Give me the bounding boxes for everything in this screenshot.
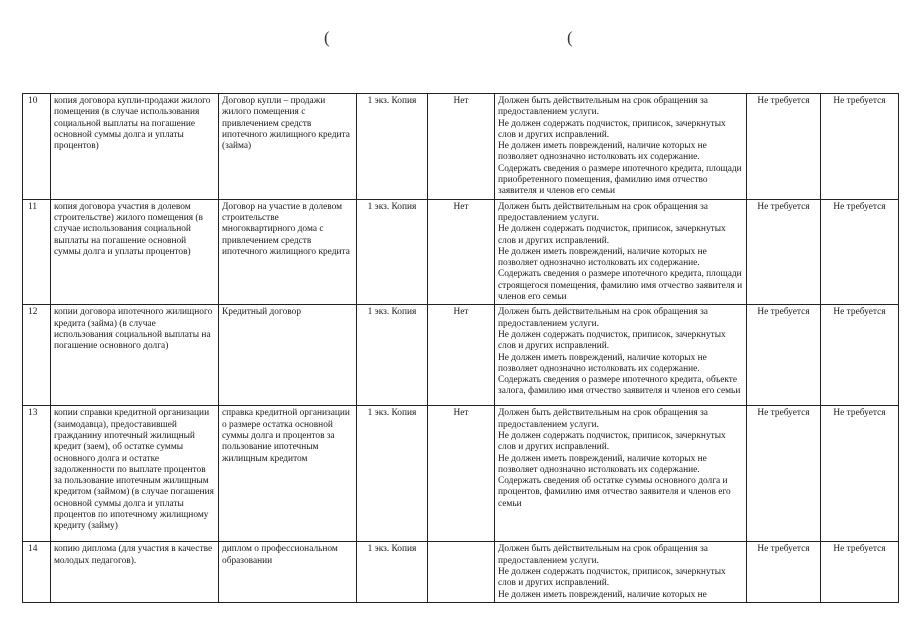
requirement-line: Не должен содержать подчисток, приписок, зачеркнутых слов и других исправлений. <box>498 329 726 352</box>
document-name-cell: Кредитный договор <box>219 305 357 406</box>
documents-table <box>22 93 899 603</box>
original-cell: Нет <box>428 199 495 305</box>
requirement-status-a: Не требуется <box>747 542 821 602</box>
table-row <box>23 94 899 200</box>
row-number: 14 <box>23 542 51 602</box>
row-number: 11 <box>23 199 51 305</box>
requirement-line: Не должен иметь повреждений, наличие которых не позволяет однозначно истолковать их содержание. <box>498 246 707 269</box>
original-cell: Нет <box>428 94 495 200</box>
header-mark-right: ( <box>567 28 573 47</box>
document-cell: копии договора ипотечного жилищного кредита (займа) (в случае использования социальной выплаты на погашение основного долга) <box>51 305 219 406</box>
requirement-line: Не должен содержать подчисток, приписок, зачеркнутых слов и других исправлений. <box>498 566 726 589</box>
requirements-cell <box>495 199 747 305</box>
quantity-cell: 1 экз. Копия <box>357 542 428 602</box>
requirements-cell <box>495 406 747 542</box>
requirement-line: Не должен содержать подчисток, приписок, зачеркнутых слов и других исправлений. <box>498 118 726 140</box>
document-name-cell: справка кредитной организации о размере остатка основной суммы долга и процентов за пользование ипотечным жилищным кредитом <box>219 406 357 542</box>
requirement-line: Должен быть действительным на срок обращения за предоставлением услуги. <box>498 307 708 329</box>
requirement-line: Должен быть действительным на срок обращения за предоставлением услуги. <box>498 201 708 223</box>
requirement-line: Не должен иметь повреждений, наличие которых не позволяет однозначно истолковать их содержание. <box>498 141 707 163</box>
document-cell: копию диплома (для участия в качестве молодых педагогов). <box>51 542 219 602</box>
table-row <box>23 406 899 542</box>
requirements-cell <box>495 94 747 200</box>
quantity-cell: 1 экз. Копия <box>357 305 428 406</box>
requirement-line: Содержать сведения о размере ипотечного кредита, объекте залога, фамилию имя отчество заявителя и членов его семьи <box>498 375 741 397</box>
document-cell: копия договора участия в долевом строительстве) жилого помещения (в случае использования социальной выплаты на погашение основной суммы долга и уплаты процентов) <box>51 199 219 305</box>
requirement-line: Не должен иметь повреждений, наличие которых не позволяет однозначно истолковать их содержание. <box>498 352 707 374</box>
requirement-status-b: Не требуется <box>821 305 899 406</box>
requirement-line: Не должен иметь повреждений, наличие которых не позволяет однозначно истолковать их содержание. <box>498 453 707 475</box>
requirement-status-b: Не требуется <box>821 542 899 602</box>
row-number: 10 <box>23 94 51 200</box>
document-cell: копии справки кредитной организации (заимодавца), предоставившей гражданину ипотечный жилищный кредит (заем), об остатке суммы основного долга и остатке задолженности по выплате процентов за пользование ипотечным жилищным кредитом (займом) (в случае погашения основной суммы долга и уплаты процентов по ипотечному жилищному кредиту (займу) <box>51 406 219 542</box>
requirements-cell <box>495 542 747 602</box>
requirement-line: Не должен содержать подчисток, приписок, зачеркнутых слов и других исправлений. <box>498 224 726 246</box>
table-row <box>23 305 899 406</box>
quantity-cell: 1 экз. Копия <box>357 406 428 542</box>
requirement-status-b: Не требуется <box>821 94 899 200</box>
row-number: 12 <box>23 305 51 406</box>
table-row <box>23 542 899 602</box>
document-cell: копия договора купли-продажи жилого помещения (в случае использования социальной выплаты на погашение основной суммы долга и уплаты процентов) <box>51 94 219 200</box>
requirement-line: Не должен содержать подчисток, приписок, зачеркнутых слов и других исправлений. <box>498 430 726 453</box>
requirement-status-b: Не требуется <box>821 406 899 542</box>
requirement-line: Должен быть действительным на срок обращения за предоставлением услуги. <box>498 96 708 118</box>
document-name-cell: Договор купли – продажи жилого помещения с привлечением средств ипотечного жилищного кредита (займа) <box>219 94 357 200</box>
original-cell <box>428 542 495 602</box>
quantity-cell: 1 экз. Копия <box>357 94 428 200</box>
requirement-status-b: Не требуется <box>821 199 899 305</box>
table-row <box>23 199 899 305</box>
requirement-line: Содержать сведения об остатке суммы основного долга и процентов, фамилию имя отчество заявителя и членов его семьи <box>498 476 731 509</box>
requirement-status-a: Не требуется <box>747 94 821 200</box>
original-cell: Нет <box>428 305 495 406</box>
row-number: 13 <box>23 406 51 542</box>
requirement-line: Содержать сведения о размере ипотечного кредита, площади приобретенного помещения, фамилию имя отчество заявителя и членов его семьи <box>498 163 742 197</box>
document-name-cell: Договор на участие в долевом строительстве многоквартирного дома с привлечением средств ипотечного жилищного кредита <box>219 199 357 305</box>
requirement-status-a: Не требуется <box>747 406 821 542</box>
requirement-line: Должен быть действительным на срок обращения за предоставлением услуги. <box>498 544 708 566</box>
requirement-line: Содержать сведения о размере ипотечного кредита, площади строящегося помещения, фамилию имя отчество заявителя и членов его семьи <box>498 269 743 303</box>
requirements-cell <box>495 305 747 406</box>
header-mark-left: ( <box>324 28 330 47</box>
requirement-status-a: Не требуется <box>747 199 821 305</box>
document-name-cell: диплом о профессиональном образовании <box>219 542 357 602</box>
requirement-line: Должен быть действительным на срок обращения за предоставлением услуги. <box>498 408 708 430</box>
quantity-cell: 1 экз. Копия <box>357 199 428 305</box>
requirement-status-a: Не требуется <box>747 305 821 406</box>
requirement-line: Не должен иметь повреждений, наличие которых не <box>498 589 707 600</box>
original-cell: Нет <box>428 406 495 542</box>
